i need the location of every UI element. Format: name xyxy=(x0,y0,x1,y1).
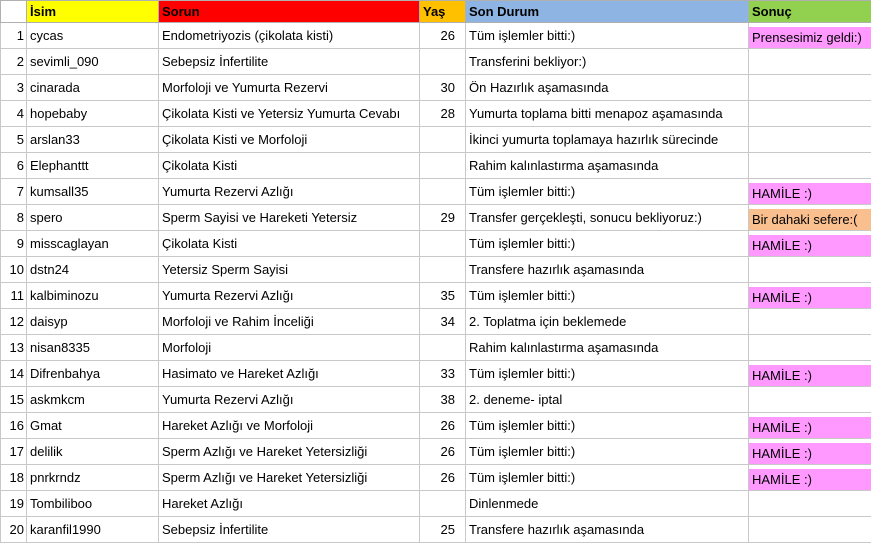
son-durum-cell[interactable]: Transfere hazırlık aşamasında xyxy=(466,257,749,283)
sorun-cell[interactable]: Çikolata Kisti xyxy=(159,153,420,179)
son-durum-cell[interactable]: İkinci yumurta toplamaya hazırlık sürecinde xyxy=(466,127,749,153)
isim-cell[interactable]: kalbiminozu xyxy=(27,283,159,309)
son-durum-cell[interactable]: Tüm işlemler bitti:) xyxy=(466,283,749,309)
sonuc-cell[interactable] xyxy=(749,257,871,283)
sonuc-cell[interactable] xyxy=(749,413,871,439)
row-number-cell[interactable]: 11 xyxy=(1,283,27,309)
row-number-cell[interactable]: 6 xyxy=(1,153,27,179)
yas-cell[interactable] xyxy=(420,231,466,257)
table-row xyxy=(1,153,871,179)
yas-cell[interactable]: 38 xyxy=(420,387,466,413)
sonuc-cell[interactable] xyxy=(749,465,871,491)
table-row xyxy=(1,257,871,283)
isim-cell[interactable]: Tombiliboo xyxy=(27,491,159,517)
sonuc-cell[interactable] xyxy=(749,387,871,413)
son-durum-cell[interactable]: Tüm işlemler bitti:) xyxy=(466,361,749,387)
yas-cell[interactable]: 26 xyxy=(420,439,466,465)
son-durum-cell[interactable]: Tüm işlemler bitti:) xyxy=(466,23,749,49)
yas-cell[interactable]: 26 xyxy=(420,413,466,439)
table-row xyxy=(1,205,871,231)
sonuc-cell[interactable] xyxy=(749,75,871,101)
sorun-cell[interactable]: Sperm Sayisi ve Hareketi Yetersiz xyxy=(159,205,420,231)
result-badge: HAMİLE :) xyxy=(749,469,871,490)
son-durum-cell[interactable]: 2. Toplatma için beklemede xyxy=(466,309,749,335)
sonuc-cell[interactable] xyxy=(749,153,871,179)
table-row xyxy=(1,23,871,49)
row-number-cell[interactable]: 20 xyxy=(1,517,27,543)
son-durum-cell[interactable]: Rahim kalınlastırma aşamasında xyxy=(466,335,749,361)
table-row xyxy=(1,283,871,309)
sorun-cell[interactable]: Morfoloji ve Rahim İnceliği xyxy=(159,309,420,335)
isim-cell[interactable]: nisan8335 xyxy=(27,335,159,361)
sonuc-cell[interactable] xyxy=(749,439,871,465)
isim-cell[interactable]: Difrenbahya xyxy=(27,361,159,387)
table-row xyxy=(1,413,871,439)
sonuc-cell[interactable] xyxy=(749,231,871,257)
son-durum-cell[interactable]: Yumurta toplama bitti menapoz aşamasında xyxy=(466,101,749,127)
sonuc-cell[interactable] xyxy=(749,101,871,127)
row-number-cell[interactable]: 15 xyxy=(1,387,27,413)
sonuc-cell[interactable] xyxy=(749,205,871,231)
table-row xyxy=(1,309,871,335)
header-yas[interactable]: Yaş xyxy=(420,1,466,23)
son-durum-cell[interactable]: Tüm işlemler bitti:) xyxy=(466,231,749,257)
yas-cell[interactable]: 34 xyxy=(420,309,466,335)
yas-cell[interactable] xyxy=(420,153,466,179)
result-badge: HAMİLE :) xyxy=(749,183,871,204)
table-row xyxy=(1,491,871,517)
result-badge: HAMİLE :) xyxy=(749,365,871,386)
row-number-cell[interactable]: 17 xyxy=(1,439,27,465)
row-number-cell[interactable]: 5 xyxy=(1,127,27,153)
sorun-cell[interactable]: Hareket Azlığı ve Morfoloji xyxy=(159,413,420,439)
sorun-cell[interactable]: Endometriyozis (çikolata kisti) xyxy=(159,23,420,49)
son-durum-cell[interactable]: 2. deneme- iptal xyxy=(466,387,749,413)
table-row xyxy=(1,127,871,153)
row-number-cell[interactable]: 7 xyxy=(1,179,27,205)
isim-cell[interactable]: karanfil1990 xyxy=(27,517,159,543)
sorun-cell[interactable]: Çikolata Kisti xyxy=(159,231,420,257)
isim-cell[interactable]: misscaglayan xyxy=(27,231,159,257)
row-number-cell[interactable]: 4 xyxy=(1,101,27,127)
result-badge: HAMİLE :) xyxy=(749,287,871,308)
table-row xyxy=(1,517,871,543)
result-badge: Prensesimiz geldi:) xyxy=(749,27,871,48)
isim-cell[interactable]: hopebaby xyxy=(27,101,159,127)
sorun-cell[interactable]: Yumurta Rezervi Azlığı xyxy=(159,283,420,309)
yas-cell[interactable]: 26 xyxy=(420,23,466,49)
table-row xyxy=(1,361,871,387)
sonuc-cell[interactable] xyxy=(749,491,871,517)
yas-cell[interactable] xyxy=(420,49,466,75)
son-durum-cell[interactable]: Tüm işlemler bitti:) xyxy=(466,413,749,439)
result-badge: HAMİLE :) xyxy=(749,235,871,256)
yas-cell[interactable] xyxy=(420,491,466,517)
sorun-cell[interactable]: Yumurta Rezervi Azlığı xyxy=(159,387,420,413)
row-number-cell[interactable]: 16 xyxy=(1,413,27,439)
isim-cell[interactable]: sevimli_090 xyxy=(27,49,159,75)
table-row xyxy=(1,101,871,127)
yas-cell[interactable] xyxy=(420,127,466,153)
row-number-cell[interactable]: 12 xyxy=(1,309,27,335)
sorun-cell[interactable]: Morfoloji ve Yumurta Rezervi xyxy=(159,75,420,101)
result-badge: Bir dahaki sefere:( xyxy=(749,209,871,230)
isim-cell[interactable]: pnrkrndz xyxy=(27,465,159,491)
header-rownum-cell[interactable] xyxy=(1,1,27,23)
isim-cell[interactable]: arslan33 xyxy=(27,127,159,153)
son-durum-cell[interactable]: Transferini bekliyor:) xyxy=(466,49,749,75)
row-number-cell[interactable]: 19 xyxy=(1,491,27,517)
isim-cell[interactable]: kumsall35 xyxy=(27,179,159,205)
result-badge: HAMİLE :) xyxy=(749,443,871,464)
isim-cell[interactable]: Elephanttt xyxy=(27,153,159,179)
row-number-cell[interactable]: 8 xyxy=(1,205,27,231)
row-number-cell[interactable]: 9 xyxy=(1,231,27,257)
sonuc-cell[interactable] xyxy=(749,361,871,387)
son-durum-cell[interactable]: Transfer gerçekleşti, sonucu bekliyoruz:) xyxy=(466,205,749,231)
table-row xyxy=(1,179,871,205)
table-row xyxy=(1,439,871,465)
isim-cell[interactable]: cycas xyxy=(27,23,159,49)
sonuc-cell[interactable] xyxy=(749,335,871,361)
yas-cell[interactable]: 29 xyxy=(420,205,466,231)
table-row xyxy=(1,231,871,257)
sonuc-cell[interactable] xyxy=(749,283,871,309)
son-durum-cell[interactable]: Tüm işlemler bitti:) xyxy=(466,439,749,465)
row-number-cell[interactable]: 2 xyxy=(1,49,27,75)
header-isim[interactable]: İsim xyxy=(27,1,159,23)
sonuc-cell[interactable] xyxy=(749,49,871,75)
sonuc-cell[interactable] xyxy=(749,127,871,153)
sonuc-cell[interactable] xyxy=(749,179,871,205)
table-row xyxy=(1,335,871,361)
header-sorun[interactable]: Sorun xyxy=(159,1,420,23)
header-row xyxy=(1,1,871,23)
sorun-cell[interactable]: Sperm Azlığı ve Hareket Yetersizliği xyxy=(159,439,420,465)
son-durum-cell[interactable]: Transfere hazırlık aşamasında xyxy=(466,517,749,543)
isim-cell[interactable]: daisyp xyxy=(27,309,159,335)
table-row xyxy=(1,465,871,491)
yas-cell[interactable]: 25 xyxy=(420,517,466,543)
result-badge: HAMİLE :) xyxy=(749,417,871,438)
sorun-cell[interactable]: Hasimato ve Hareket Azlığı xyxy=(159,361,420,387)
row-number-cell[interactable]: 10 xyxy=(1,257,27,283)
sorun-cell[interactable]: Sperm Azlığı ve Hareket Yetersizliği xyxy=(159,465,420,491)
isim-cell[interactable]: delilik xyxy=(27,439,159,465)
isim-cell[interactable]: Gmat xyxy=(27,413,159,439)
sorun-cell[interactable]: Sebepsiz İnfertilite xyxy=(159,49,420,75)
yas-cell[interactable] xyxy=(420,257,466,283)
isim-cell[interactable]: dstn24 xyxy=(27,257,159,283)
sonuc-cell[interactable] xyxy=(749,517,871,543)
yas-cell[interactable]: 33 xyxy=(420,361,466,387)
son-durum-cell[interactable]: Tüm işlemler bitti:) xyxy=(466,465,749,491)
header-son-durum[interactable]: Son Durum xyxy=(466,1,749,23)
yas-cell[interactable] xyxy=(420,335,466,361)
yas-cell[interactable]: 30 xyxy=(420,75,466,101)
isim-cell[interactable]: askmkcm xyxy=(27,387,159,413)
row-number-cell[interactable]: 1 xyxy=(1,23,27,49)
table-row xyxy=(1,49,871,75)
row-number-cell[interactable]: 13 xyxy=(1,335,27,361)
table-row xyxy=(1,387,871,413)
sorun-cell[interactable]: Morfoloji xyxy=(159,335,420,361)
sorun-cell[interactable]: Hareket Azlığı xyxy=(159,491,420,517)
yas-cell[interactable]: 35 xyxy=(420,283,466,309)
sorun-cell[interactable]: Çikolata Kisti ve Yetersiz Yumurta Cevabı xyxy=(159,101,420,127)
sonuc-cell[interactable] xyxy=(749,309,871,335)
isim-cell[interactable]: spero xyxy=(27,205,159,231)
sorun-cell[interactable]: Yumurta Rezervi Azlığı xyxy=(159,179,420,205)
row-number-cell[interactable]: 14 xyxy=(1,361,27,387)
son-durum-cell[interactable]: Rahim kalınlastırma aşamasında xyxy=(466,153,749,179)
sonuc-cell[interactable] xyxy=(749,23,871,49)
table-row xyxy=(1,75,871,101)
yas-cell[interactable] xyxy=(420,179,466,205)
son-durum-cell[interactable]: Tüm işlemler bitti:) xyxy=(466,179,749,205)
son-durum-cell[interactable]: Ön Hazırlık aşamasında xyxy=(466,75,749,101)
row-number-cell[interactable]: 3 xyxy=(1,75,27,101)
isim-cell[interactable]: cinarada xyxy=(27,75,159,101)
sorun-cell[interactable]: Çikolata Kisti ve Morfoloji xyxy=(159,127,420,153)
sorun-cell[interactable]: Yetersiz Sperm Sayisi xyxy=(159,257,420,283)
son-durum-cell[interactable]: Dinlenmede xyxy=(466,491,749,517)
row-number-cell[interactable]: 18 xyxy=(1,465,27,491)
sorun-cell[interactable]: Sebepsiz İnfertilite xyxy=(159,517,420,543)
yas-cell[interactable]: 28 xyxy=(420,101,466,127)
header-sonuc[interactable]: Sonuç xyxy=(749,1,871,23)
yas-cell[interactable]: 26 xyxy=(420,465,466,491)
